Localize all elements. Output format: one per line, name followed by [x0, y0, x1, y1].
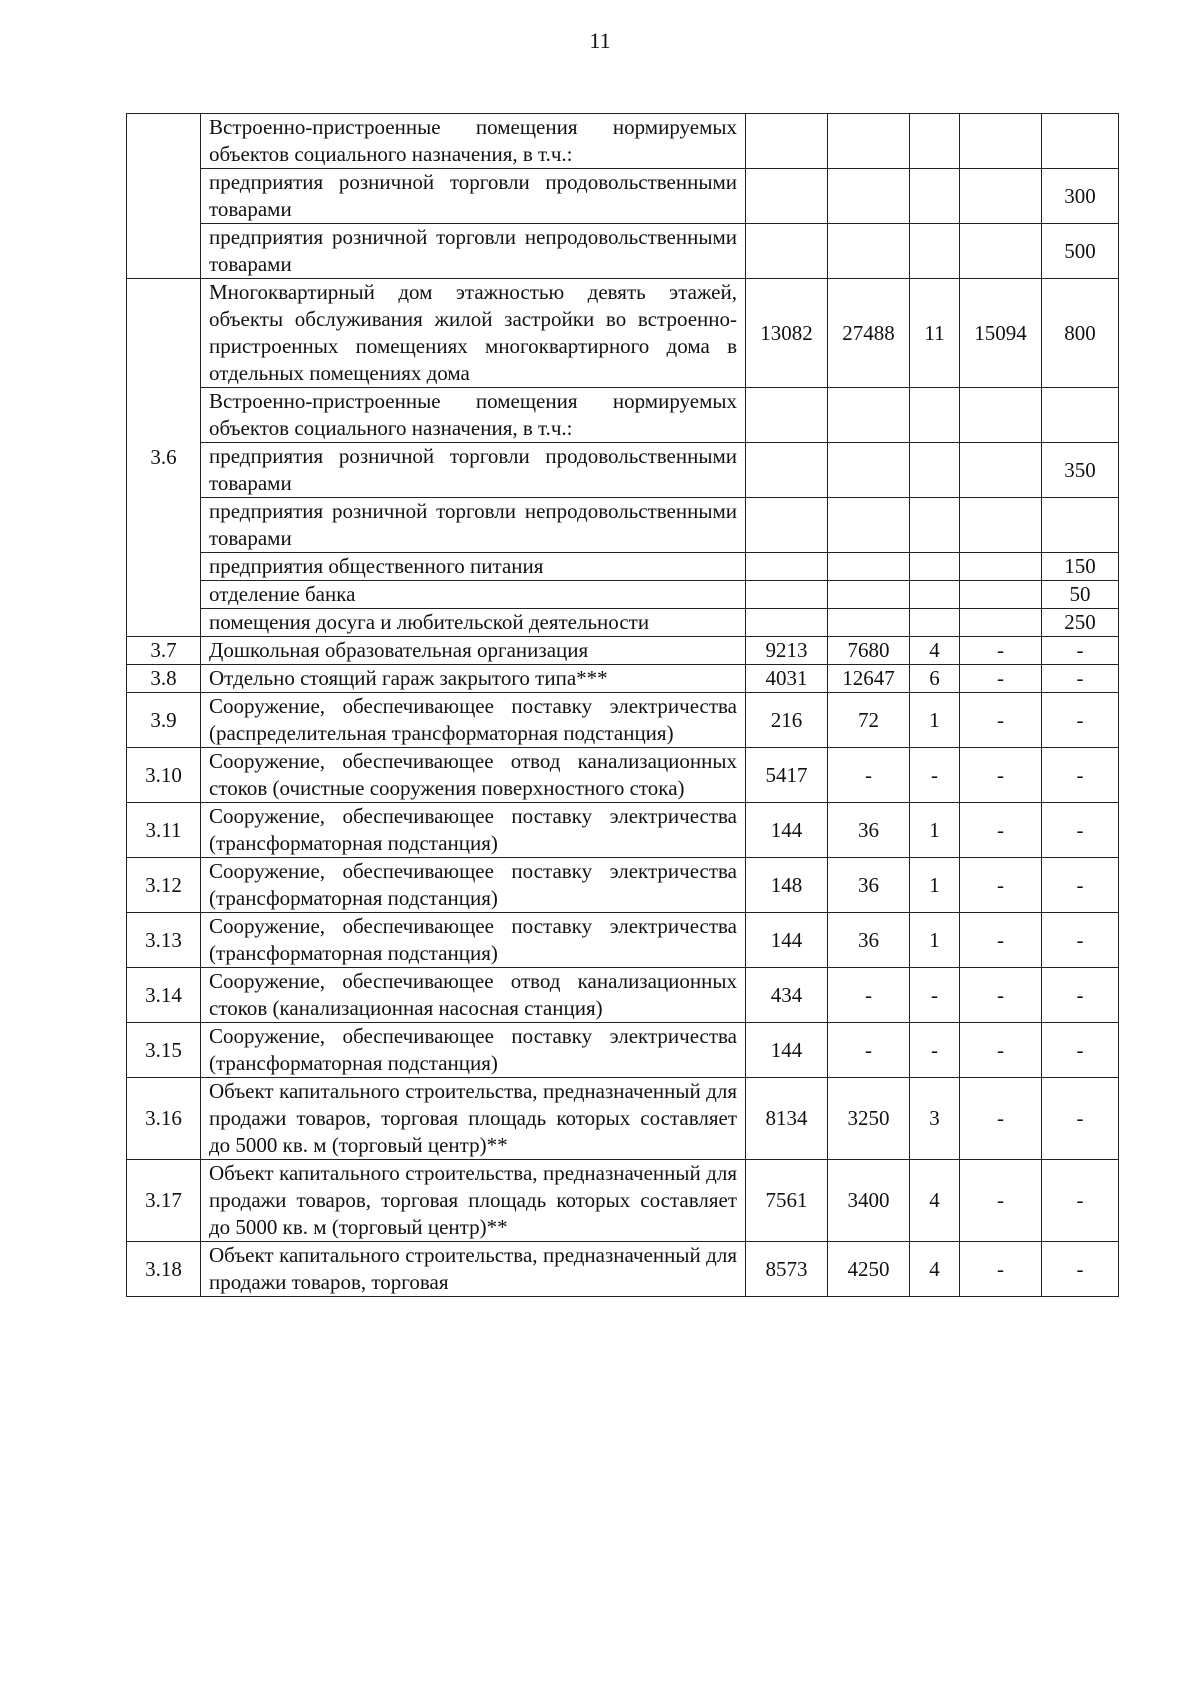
cell-value: - — [1042, 1242, 1119, 1297]
cell-value: 15094 — [960, 279, 1042, 388]
cell-value: 72 — [828, 693, 910, 748]
table-row — [127, 279, 1119, 388]
cell-value: - — [960, 693, 1042, 748]
row-number — [127, 114, 201, 279]
row-description: предприятия общественного питания — [201, 553, 746, 581]
cell-value: - — [1042, 748, 1119, 803]
cell-value: 7561 — [746, 1160, 828, 1242]
row-description: Отдельно стоящий гараж закрытого типа*** — [201, 665, 746, 693]
table-row — [127, 1160, 1119, 1242]
row-description: Многоквартирный дом этажностью девять этажей, объекты обслуживания жилой застройки во встроенно-пристроенных помещениях многоквартирного дома в отдельных помещениях дома — [201, 279, 746, 388]
row-description: Объект капитального строительства, предназначенный для продажи товаров, торговая площадь которых составляет до 5000 кв. м (торговый центр)** — [201, 1160, 746, 1242]
cell-value — [746, 224, 828, 279]
cell-value: 8134 — [746, 1078, 828, 1160]
row-number: 3.15 — [127, 1023, 201, 1078]
cell-value: 150 — [1042, 553, 1119, 581]
cell-value: - — [1042, 1078, 1119, 1160]
table-row — [127, 803, 1119, 858]
table-row — [127, 1023, 1119, 1078]
cell-value: 1 — [910, 858, 960, 913]
row-description: Встроенно-пристроенные помещения нормируемых объектов социального назначения, в т.ч.: — [201, 114, 746, 169]
table-row — [127, 169, 1119, 224]
cell-value — [746, 388, 828, 443]
cell-value: 4 — [910, 1160, 960, 1242]
cell-value — [746, 609, 828, 637]
cell-value: - — [960, 748, 1042, 803]
row-number: 3.17 — [127, 1160, 201, 1242]
cell-value — [960, 169, 1042, 224]
cell-value: 300 — [1042, 169, 1119, 224]
cell-value: 3400 — [828, 1160, 910, 1242]
cell-value — [910, 553, 960, 581]
cell-value: - — [828, 1023, 910, 1078]
cell-value — [960, 443, 1042, 498]
cell-value: 6 — [910, 665, 960, 693]
cell-value: 1 — [910, 803, 960, 858]
cell-value: 148 — [746, 858, 828, 913]
cell-value — [960, 581, 1042, 609]
cell-value: - — [960, 1078, 1042, 1160]
table-row — [127, 693, 1119, 748]
cell-value: - — [1042, 693, 1119, 748]
cell-value: 4 — [910, 1242, 960, 1297]
cell-value — [746, 581, 828, 609]
cell-value: 800 — [1042, 279, 1119, 388]
cell-value: - — [960, 665, 1042, 693]
table-row — [127, 224, 1119, 279]
row-description: предприятия розничной торговли непродовольственными товарами — [201, 224, 746, 279]
cell-value — [828, 169, 910, 224]
table-row — [127, 609, 1119, 637]
cell-value: - — [828, 968, 910, 1023]
row-number: 3.16 — [127, 1078, 201, 1160]
row-description: Сооружение, обеспечивающее поставку электричества (распределительная трансформаторная подстанция) — [201, 693, 746, 748]
cell-value — [746, 443, 828, 498]
table-row — [127, 1078, 1119, 1160]
cell-value: 250 — [1042, 609, 1119, 637]
cell-value — [746, 114, 828, 169]
cell-value: - — [1042, 1023, 1119, 1078]
cell-value: 1 — [910, 913, 960, 968]
cell-value: - — [1042, 913, 1119, 968]
table-row — [127, 498, 1119, 553]
cell-value: 12647 — [828, 665, 910, 693]
cell-value — [910, 224, 960, 279]
cell-value — [828, 443, 910, 498]
row-description: Встроенно-пристроенные помещения нормируемых объектов социального назначения, в т.ч.: — [201, 388, 746, 443]
row-description: Дошкольная образовательная организация — [201, 637, 746, 665]
row-number: 3.6 — [127, 279, 201, 637]
cell-value — [960, 114, 1042, 169]
table-row — [127, 637, 1119, 665]
cell-value — [828, 388, 910, 443]
row-description: предприятия розничной торговли непродовольственными товарами — [201, 498, 746, 553]
cell-value: - — [960, 858, 1042, 913]
cell-value — [960, 388, 1042, 443]
row-description: предприятия розничной торговли продовольственными товарами — [201, 169, 746, 224]
cell-value: - — [960, 1023, 1042, 1078]
cell-value: - — [960, 968, 1042, 1023]
cell-value: - — [1042, 968, 1119, 1023]
cell-value: - — [910, 748, 960, 803]
table-row — [127, 1242, 1119, 1297]
cell-value: - — [1042, 803, 1119, 858]
cell-value — [960, 609, 1042, 637]
cell-value: 1 — [910, 693, 960, 748]
cell-value: 36 — [828, 858, 910, 913]
cell-value: - — [1042, 637, 1119, 665]
cell-value: 434 — [746, 968, 828, 1023]
cell-value: - — [960, 803, 1042, 858]
table-row — [127, 114, 1119, 169]
cell-value — [910, 388, 960, 443]
cell-value: 9213 — [746, 637, 828, 665]
cell-value — [828, 553, 910, 581]
cell-value: 36 — [828, 803, 910, 858]
row-description: помещения досуга и любительской деятельности — [201, 609, 746, 637]
cell-value: - — [910, 968, 960, 1023]
cell-value: 7680 — [828, 637, 910, 665]
table-row — [127, 665, 1119, 693]
row-description: Сооружение, обеспечивающее поставку электричества (трансформаторная подстанция) — [201, 858, 746, 913]
row-number: 3.8 — [127, 665, 201, 693]
cell-value — [910, 581, 960, 609]
row-description: Сооружение, обеспечивающее поставку электричества (трансформаторная подстанция) — [201, 913, 746, 968]
cell-value — [828, 114, 910, 169]
objects-table — [126, 113, 1119, 1297]
cell-value: - — [960, 637, 1042, 665]
row-description: Сооружение, обеспечивающее отвод канализационных стоков (канализационная насосная станция) — [201, 968, 746, 1023]
cell-value: - — [1042, 1160, 1119, 1242]
cell-value: 144 — [746, 913, 828, 968]
cell-value — [910, 443, 960, 498]
cell-value: 350 — [1042, 443, 1119, 498]
table-row — [127, 388, 1119, 443]
cell-value — [910, 609, 960, 637]
row-number: 3.9 — [127, 693, 201, 748]
table-row — [127, 968, 1119, 1023]
cell-value: 50 — [1042, 581, 1119, 609]
cell-value — [910, 498, 960, 553]
table-row — [127, 748, 1119, 803]
cell-value — [960, 224, 1042, 279]
cell-value: - — [960, 1242, 1042, 1297]
row-description: Сооружение, обеспечивающее поставку электричества (трансформаторная подстанция) — [201, 1023, 746, 1078]
row-number: 3.10 — [127, 748, 201, 803]
page-number: 11 — [589, 28, 611, 53]
row-description: отделение банка — [201, 581, 746, 609]
table-row — [127, 443, 1119, 498]
table-row — [127, 553, 1119, 581]
cell-value — [960, 498, 1042, 553]
cell-value — [960, 553, 1042, 581]
cell-value — [910, 114, 960, 169]
row-number: 3.18 — [127, 1242, 201, 1297]
row-description: Объект капитального строительства, предназначенный для продажи товаров, торговая площадь которых составляет до 5000 кв. м (торговый центр)** — [201, 1078, 746, 1160]
cell-value: 5417 — [746, 748, 828, 803]
cell-value: - — [910, 1023, 960, 1078]
cell-value: 13082 — [746, 279, 828, 388]
cell-value: 11 — [910, 279, 960, 388]
cell-value — [746, 169, 828, 224]
cell-value — [1042, 498, 1119, 553]
row-number: 3.12 — [127, 858, 201, 913]
cell-value: 3250 — [828, 1078, 910, 1160]
cell-value — [828, 581, 910, 609]
cell-value — [1042, 114, 1119, 169]
cell-value — [828, 224, 910, 279]
table-row — [127, 913, 1119, 968]
cell-value — [910, 169, 960, 224]
row-number: 3.11 — [127, 803, 201, 858]
cell-value: - — [1042, 858, 1119, 913]
cell-value — [828, 609, 910, 637]
cell-value: 144 — [746, 803, 828, 858]
cell-value: - — [960, 1160, 1042, 1242]
cell-value — [746, 553, 828, 581]
cell-value: 4031 — [746, 665, 828, 693]
cell-value: - — [960, 913, 1042, 968]
row-description: Сооружение, обеспечивающее отвод канализационных стоков (очистные сооружения поверхностного стока) — [201, 748, 746, 803]
row-description: предприятия розничной торговли продовольственными товарами — [201, 443, 746, 498]
cell-value: 144 — [746, 1023, 828, 1078]
row-number: 3.14 — [127, 968, 201, 1023]
cell-value: 4250 — [828, 1242, 910, 1297]
row-number: 3.7 — [127, 637, 201, 665]
table-row — [127, 581, 1119, 609]
table-row — [127, 858, 1119, 913]
cell-value: 3 — [910, 1078, 960, 1160]
row-number: 3.13 — [127, 913, 201, 968]
cell-value: 4 — [910, 637, 960, 665]
row-description: Сооружение, обеспечивающее поставку электричества (трансформаторная подстанция) — [201, 803, 746, 858]
cell-value: 216 — [746, 693, 828, 748]
cell-value: 500 — [1042, 224, 1119, 279]
cell-value: - — [1042, 665, 1119, 693]
cell-value: 8573 — [746, 1242, 828, 1297]
cell-value — [828, 498, 910, 553]
cell-value — [1042, 388, 1119, 443]
row-description: Объект капитального строительства, предназначенный для продажи товаров, торговая — [201, 1242, 746, 1297]
cell-value: - — [828, 748, 910, 803]
cell-value — [746, 498, 828, 553]
cell-value: 27488 — [828, 279, 910, 388]
cell-value: 36 — [828, 913, 910, 968]
